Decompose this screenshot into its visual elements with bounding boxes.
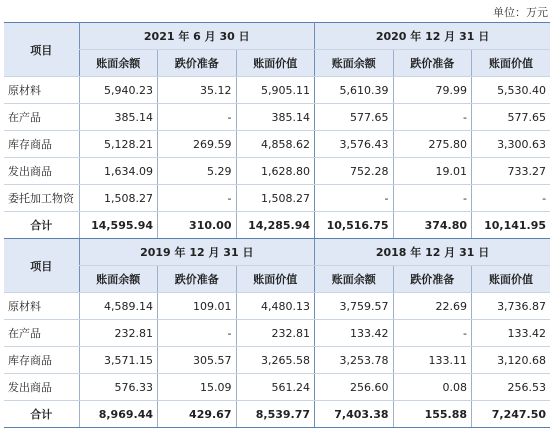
cell-value: 733.27 — [472, 158, 551, 185]
cell-value: 305.57 — [158, 347, 237, 374]
cell-value: 4,589.14 — [79, 293, 158, 320]
column-header: 账面余额 — [315, 50, 394, 77]
row-label: 原材料 — [4, 293, 79, 320]
column-header: 账面余额 — [79, 50, 158, 77]
cell-value: 5,905.11 — [236, 77, 315, 104]
total-value: 14,285.94 — [236, 212, 315, 239]
cell-value: - — [158, 185, 237, 212]
table-row — [4, 374, 550, 401]
cell-value: - — [472, 185, 551, 212]
total-value: 10,141.95 — [472, 212, 551, 239]
cell-value: - — [393, 104, 472, 131]
row-label: 委托加工物资 — [4, 185, 79, 212]
inventory-table-body — [4, 23, 550, 428]
total-value: 10,516.75 — [315, 212, 394, 239]
column-header-row — [4, 266, 550, 293]
cell-value: 0.08 — [393, 374, 472, 401]
table-row — [4, 104, 550, 131]
cell-value: 5,128.21 — [79, 131, 158, 158]
cell-value: 577.65 — [472, 104, 551, 131]
item-header: 项目 — [4, 23, 79, 77]
total-label: 合计 — [4, 212, 79, 239]
cell-value: - — [393, 185, 472, 212]
column-header: 跌价准备 — [393, 50, 472, 77]
total-row — [4, 401, 550, 428]
row-label: 库存商品 — [4, 131, 79, 158]
cell-value: 577.65 — [315, 104, 394, 131]
cell-value: 1,628.80 — [236, 158, 315, 185]
table-row — [4, 77, 550, 104]
cell-value: 752.28 — [315, 158, 394, 185]
table-row — [4, 158, 550, 185]
cell-value: 1,508.27 — [79, 185, 158, 212]
cell-value: 5,610.39 — [315, 77, 394, 104]
row-label: 在产品 — [4, 320, 79, 347]
table-row — [4, 131, 550, 158]
period-header: 2020 年 12 月 31 日 — [315, 23, 551, 50]
cell-value: 3,300.63 — [472, 131, 551, 158]
unit-label: 单位：万元 — [493, 6, 548, 19]
row-label: 发出商品 — [4, 374, 79, 401]
cell-value: 3,736.87 — [472, 293, 551, 320]
cell-value: 232.81 — [79, 320, 158, 347]
column-header-row — [4, 50, 550, 77]
cell-value: 3,759.57 — [315, 293, 394, 320]
inventory-table — [4, 22, 550, 428]
total-value: 7,403.38 — [315, 401, 394, 428]
column-header: 跌价准备 — [393, 266, 472, 293]
table-row — [4, 185, 550, 212]
row-label: 库存商品 — [4, 347, 79, 374]
cell-value: 133.11 — [393, 347, 472, 374]
table-row — [4, 347, 550, 374]
total-row — [4, 212, 550, 239]
total-value: 374.80 — [393, 212, 472, 239]
table-row — [4, 320, 550, 347]
period-header-row — [4, 23, 550, 50]
cell-value: 3,576.43 — [315, 131, 394, 158]
total-value: 14,595.94 — [79, 212, 158, 239]
column-header: 跌价准备 — [158, 50, 237, 77]
column-header: 账面价值 — [236, 266, 315, 293]
cell-value: - — [393, 320, 472, 347]
cell-value: 109.01 — [158, 293, 237, 320]
row-label: 原材料 — [4, 77, 79, 104]
table-row — [4, 293, 550, 320]
cell-value: 5.29 — [158, 158, 237, 185]
cell-value: 385.14 — [236, 104, 315, 131]
cell-value: 1,508.27 — [236, 185, 315, 212]
total-value: 310.00 — [158, 212, 237, 239]
cell-value: 5,940.23 — [79, 77, 158, 104]
cell-value: 79.99 — [393, 77, 472, 104]
row-label: 发出商品 — [4, 158, 79, 185]
cell-value: - — [315, 185, 394, 212]
column-header: 账面余额 — [79, 266, 158, 293]
cell-value: 35.12 — [158, 77, 237, 104]
total-value: 155.88 — [393, 401, 472, 428]
cell-value: 576.33 — [79, 374, 158, 401]
column-header: 账面价值 — [472, 266, 551, 293]
total-value: 429.67 — [158, 401, 237, 428]
total-value: 7,247.50 — [472, 401, 551, 428]
cell-value: 22.69 — [393, 293, 472, 320]
cell-value: 232.81 — [236, 320, 315, 347]
cell-value: 256.60 — [315, 374, 394, 401]
total-label: 合计 — [4, 401, 79, 428]
cell-value: 3,571.15 — [79, 347, 158, 374]
cell-value: 19.01 — [393, 158, 472, 185]
total-value: 8,969.44 — [79, 401, 158, 428]
cell-value: 3,120.68 — [472, 347, 551, 374]
period-header-row — [4, 239, 550, 266]
cell-value: 5,530.40 — [472, 77, 551, 104]
cell-value: 385.14 — [79, 104, 158, 131]
cell-value: 15.09 — [158, 374, 237, 401]
cell-value: 275.80 — [393, 131, 472, 158]
column-header: 跌价准备 — [158, 266, 237, 293]
total-value: 8,539.77 — [236, 401, 315, 428]
item-header: 项目 — [4, 239, 79, 293]
cell-value: - — [158, 320, 237, 347]
cell-value: 4,480.13 — [236, 293, 315, 320]
cell-value: 1,634.09 — [79, 158, 158, 185]
period-header: 2019 年 12 月 31 日 — [79, 239, 315, 266]
cell-value: 133.42 — [315, 320, 394, 347]
row-label: 在产品 — [4, 104, 79, 131]
cell-value: 4,858.62 — [236, 131, 315, 158]
cell-value: - — [158, 104, 237, 131]
column-header: 账面余额 — [315, 266, 394, 293]
column-header: 账面价值 — [472, 50, 551, 77]
cell-value: 256.53 — [472, 374, 551, 401]
cell-value: 269.59 — [158, 131, 237, 158]
cell-value: 3,253.78 — [315, 347, 394, 374]
cell-value: 133.42 — [472, 320, 551, 347]
cell-value: 561.24 — [236, 374, 315, 401]
period-header: 2018 年 12 月 31 日 — [315, 239, 551, 266]
period-header: 2021 年 6 月 30 日 — [79, 23, 315, 50]
cell-value: 3,265.58 — [236, 347, 315, 374]
column-header: 账面价值 — [236, 50, 315, 77]
